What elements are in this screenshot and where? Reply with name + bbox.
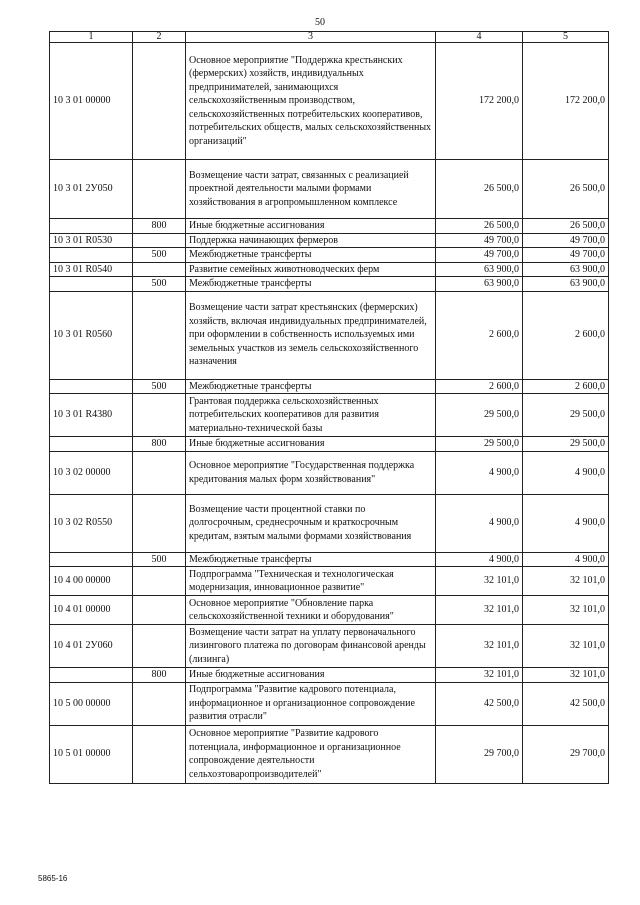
row-amount-1: 26 500,0	[436, 219, 523, 234]
row-expense-type	[133, 682, 186, 725]
row-name: Грантовая поддержка сельскохозяйственных потребительских кооперативов для развития материально-технической базы	[186, 394, 436, 437]
row-expense-type	[133, 160, 186, 219]
row-name: Межбюджетные трансферты	[186, 379, 436, 394]
row-code: 10 4 00 00000	[50, 567, 133, 596]
row-name: Возмещение части затрат крестьянских (фермерских) хозяйств, включая индивидуальных предпринимателей, при оформлении в собственность используемых ими земельных участков из земель сельскохозяйственного назначения	[186, 291, 436, 379]
row-code: 10 3 01 R0560	[50, 291, 133, 379]
row-amount-1: 29 700,0	[436, 725, 523, 783]
row-code: 10 4 01 00000	[50, 596, 133, 625]
row-code: 10 3 02 00000	[50, 451, 133, 494]
row-code: 10 3 01 R4380	[50, 394, 133, 437]
row-code	[50, 248, 133, 263]
row-amount-1: 32 101,0	[436, 668, 523, 683]
row-expense-type	[133, 233, 186, 248]
header-row	[50, 32, 609, 43]
row-amount-2: 26 500,0	[523, 160, 609, 219]
table-row	[50, 219, 609, 234]
row-expense-type	[133, 725, 186, 783]
row-expense-type	[133, 567, 186, 596]
row-name: Возмещение части процентной ставки по долгосрочным, среднесрочным и краткосрочным кредитам, взятым малыми формами хозяйствования	[186, 494, 436, 552]
table-body	[50, 43, 609, 784]
row-code: 10 3 01 00000	[50, 43, 133, 160]
row-expense-type	[133, 625, 186, 668]
row-amount-1: 29 500,0	[436, 394, 523, 437]
row-amount-1: 32 101,0	[436, 625, 523, 668]
row-amount-2: 29 500,0	[523, 437, 609, 452]
row-amount-1: 32 101,0	[436, 596, 523, 625]
row-code: 10 4 01 2У060	[50, 625, 133, 668]
row-name: Основное мероприятие "Обновление парка сельскохозяйственной техники и оборудования"	[186, 596, 436, 625]
row-amount-1: 4 900,0	[436, 451, 523, 494]
row-code: 10 5 01 00000	[50, 725, 133, 783]
row-name: Основное мероприятие "Поддержка крестьянских (фермерских) хозяйств, индивидуальных предпринимателей, занимающихся сельскохозяйственным производством, сельскохозяйственных потребительских кооперативов, потребительских обществ, малых сельскохозяйственных организаций"	[186, 43, 436, 160]
row-code	[50, 552, 133, 567]
row-code	[50, 277, 133, 292]
row-name: Развитие семейных животноводческих ферм	[186, 262, 436, 277]
table-row	[50, 291, 609, 379]
row-code: 10 3 01 R0540	[50, 262, 133, 277]
table-row	[50, 160, 609, 219]
row-expense-type	[133, 494, 186, 552]
row-code	[50, 379, 133, 394]
row-amount-1: 49 700,0	[436, 233, 523, 248]
table-row	[50, 379, 609, 394]
table-row	[50, 233, 609, 248]
table-row	[50, 437, 609, 452]
row-amount-2: 2 600,0	[523, 379, 609, 394]
row-amount-1: 26 500,0	[436, 160, 523, 219]
table-row	[50, 682, 609, 725]
row-amount-1: 4 900,0	[436, 494, 523, 552]
row-amount-1: 63 900,0	[436, 277, 523, 292]
row-amount-2: 4 900,0	[523, 552, 609, 567]
row-expense-type: 800	[133, 219, 186, 234]
row-expense-type: 800	[133, 437, 186, 452]
row-amount-1: 32 101,0	[436, 567, 523, 596]
row-expense-type	[133, 596, 186, 625]
table-row	[50, 668, 609, 683]
row-name: Основное мероприятие "Развитие кадрового потенциала, информационное и организационное сопровождение деятельности сельхозтоваропроизводителей"	[186, 725, 436, 783]
row-amount-2: 63 900,0	[523, 262, 609, 277]
row-amount-1: 42 500,0	[436, 682, 523, 725]
row-amount-1: 4 900,0	[436, 552, 523, 567]
row-amount-2: 63 900,0	[523, 277, 609, 292]
table-row	[50, 625, 609, 668]
row-expense-type	[133, 262, 186, 277]
row-amount-1: 172 200,0	[436, 43, 523, 160]
row-expense-type	[133, 291, 186, 379]
table-row	[50, 567, 609, 596]
row-code	[50, 668, 133, 683]
row-name: Возмещение части затрат, связанных с реализацией проектной деятельности малыми формами хозяйствования в агропромышленном комплексе	[186, 160, 436, 219]
row-amount-2: 29 700,0	[523, 725, 609, 783]
table-row	[50, 394, 609, 437]
row-name: Основное мероприятие "Государственная поддержка кредитования малых форм хозяйствования"	[186, 451, 436, 494]
table-row	[50, 277, 609, 292]
row-name: Иные бюджетные ассигнования	[186, 668, 436, 683]
row-amount-2: 32 101,0	[523, 625, 609, 668]
table-row	[50, 596, 609, 625]
row-amount-2: 32 101,0	[523, 668, 609, 683]
row-amount-1: 29 500,0	[436, 437, 523, 452]
column-header: 3	[186, 32, 436, 43]
row-name: Поддержка начинающих фермеров	[186, 233, 436, 248]
document-code: 5865-16	[38, 874, 68, 883]
row-name: Межбюджетные трансферты	[186, 248, 436, 263]
row-name: Возмещение части затрат на уплату первоначального лизингового платежа по договорам финансовой аренды (лизинга)	[186, 625, 436, 668]
page-number: 50	[315, 17, 325, 28]
row-amount-1: 2 600,0	[436, 291, 523, 379]
row-name: Межбюджетные трансферты	[186, 552, 436, 567]
row-amount-2: 29 500,0	[523, 394, 609, 437]
row-name: Межбюджетные трансферты	[186, 277, 436, 292]
column-header: 1	[50, 32, 133, 43]
row-name: Подпрограмма "Развитие кадрового потенциала, информационное и организационное сопровождение развития отрасли"	[186, 682, 436, 725]
row-amount-2: 32 101,0	[523, 596, 609, 625]
table-row	[50, 43, 609, 160]
row-code	[50, 437, 133, 452]
row-code: 10 3 02 R0550	[50, 494, 133, 552]
row-name: Иные бюджетные ассигнования	[186, 219, 436, 234]
row-name: Иные бюджетные ассигнования	[186, 437, 436, 452]
row-amount-2: 4 900,0	[523, 494, 609, 552]
row-expense-type	[133, 43, 186, 160]
table-row	[50, 248, 609, 263]
row-expense-type: 800	[133, 668, 186, 683]
row-amount-1: 63 900,0	[436, 262, 523, 277]
row-amount-2: 49 700,0	[523, 248, 609, 263]
row-code: 10 3 01 2У050	[50, 160, 133, 219]
row-name: Подпрограмма "Техническая и технологическая модернизация, инновационное развитие"	[186, 567, 436, 596]
row-amount-2: 4 900,0	[523, 451, 609, 494]
row-amount-1: 2 600,0	[436, 379, 523, 394]
row-expense-type: 500	[133, 552, 186, 567]
row-amount-2: 42 500,0	[523, 682, 609, 725]
row-amount-2: 2 600,0	[523, 291, 609, 379]
table-row	[50, 552, 609, 567]
row-expense-type	[133, 451, 186, 494]
column-header: 5	[523, 32, 609, 43]
table-row	[50, 451, 609, 494]
table-row	[50, 262, 609, 277]
row-amount-2: 32 101,0	[523, 567, 609, 596]
row-code	[50, 219, 133, 234]
column-header: 4	[436, 32, 523, 43]
row-expense-type: 500	[133, 248, 186, 263]
budget-table	[49, 31, 609, 784]
row-expense-type: 500	[133, 277, 186, 292]
row-amount-2: 26 500,0	[523, 219, 609, 234]
table-row	[50, 725, 609, 783]
table-row	[50, 494, 609, 552]
row-expense-type	[133, 394, 186, 437]
row-code: 10 3 01 R0530	[50, 233, 133, 248]
row-amount-1: 49 700,0	[436, 248, 523, 263]
row-expense-type: 500	[133, 379, 186, 394]
row-code: 10 5 00 00000	[50, 682, 133, 725]
row-amount-2: 172 200,0	[523, 43, 609, 160]
row-amount-2: 49 700,0	[523, 233, 609, 248]
column-header: 2	[133, 32, 186, 43]
